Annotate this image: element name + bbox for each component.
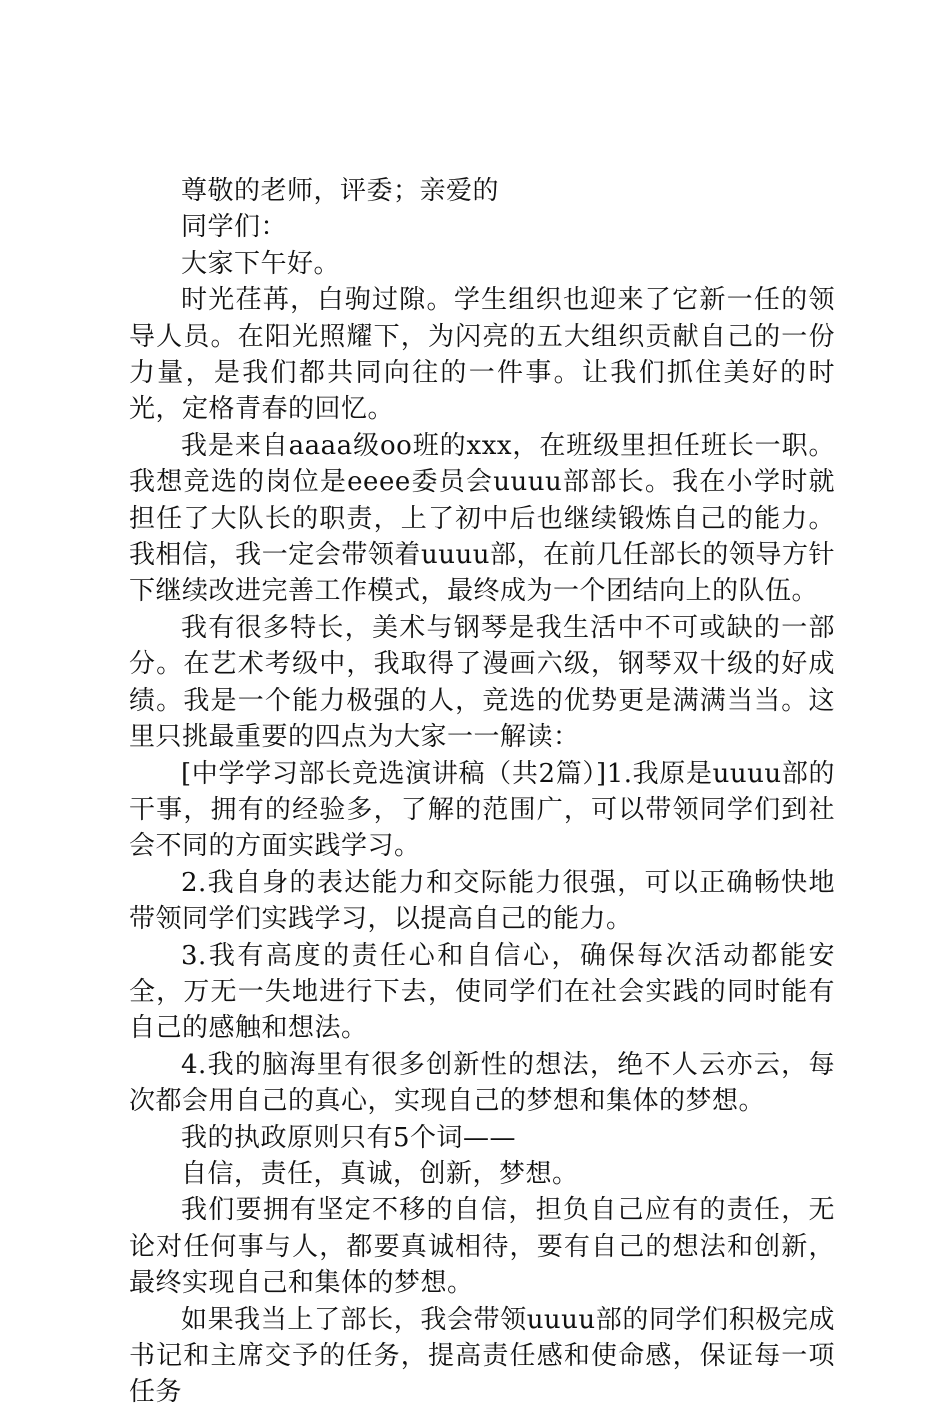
- paragraph-strengths: 我有很多特长，美术与钢琴是我生活中不可或缺的一部分。在艺术考级中，我取得了漫画六级，钢琴双十级的好成绩。我是一个能力极强的人，竞选的优势更是满满当当。这里只挑最重要的四点为大家一一解读：: [129, 612, 835, 753]
- paragraph-point-2: 2.我自身的表达能力和交际能力很强，可以正确畅快地带领同学们实践学习，以提高自己的能力。: [129, 867, 835, 935]
- salutation-line-1: 尊敬的老师，评委；亲爱的: [181, 176, 500, 206]
- salutation-line-2: 同学们：: [181, 212, 288, 243]
- paragraph-point-3: 3.我有高度的责任心和自信心，确保每次活动都能安全，万无一失地进行下去，使同学们在社会实践的同时能有自己的感触和想法。: [129, 940, 835, 1044]
- paragraph-intro: 时光荏苒，白驹过隙。学生组织也迎来了它新一任的领导人员。在阳光照耀下，为闪亮的五大组织贡献自己的一份力量，是我们都共同向往的一件事。让我们抓住美好的时光，定格青春的回忆。: [129, 285, 835, 425]
- document-body: [129, 173, 835, 1411]
- paragraph-principles-heading: 我的执政原则只有5个词——: [181, 1122, 517, 1153]
- paragraph-point-4: 4.我的脑海里有很多创新性的想法，绝不人云亦云，每次都会用自己的真心，实现自己的梦想和集体的梦想。: [129, 1049, 835, 1117]
- greeting: 大家下午好。: [181, 248, 341, 279]
- paragraph-principles-detail: 我们要拥有坚定不移的自信，担负自己应有的责任，无论对任何事与人，都要真诚相待，要有自己的想法和创新，最终实现自己和集体的梦想。: [129, 1195, 835, 1299]
- paragraph-principles-list: 自信，责任，真诚，创新，梦想。: [181, 1158, 579, 1189]
- paragraph-plan: 如果我当上了部长，我会带领uuuu部的同学们积极完成书记和主席交予的任务，提高责任感和使命感，保证每一项任务: [129, 1304, 835, 1408]
- paragraph-self-introduction: 我是来自aaaa级oo班的xxx，在班级里担任班长一职。我想竞选的岗位是eeee委员会uuuu部部长。我在小学时就担任了大队长的职责，上了初中后也继续锻炼自己的能力。我相信，我一定会带领着uuuu部，在前几任部长的领导方针下继续改进完善工作模式，最终成为一个团结向上的队伍。: [129, 430, 835, 607]
- paragraph-point-1: [中学学习部长竞选演讲稿（共2篇）]1.我原是uuuu部的干事，拥有的经验多，了解的范围广，可以带领同学们到社会不同的方面实践学习。: [129, 758, 835, 862]
